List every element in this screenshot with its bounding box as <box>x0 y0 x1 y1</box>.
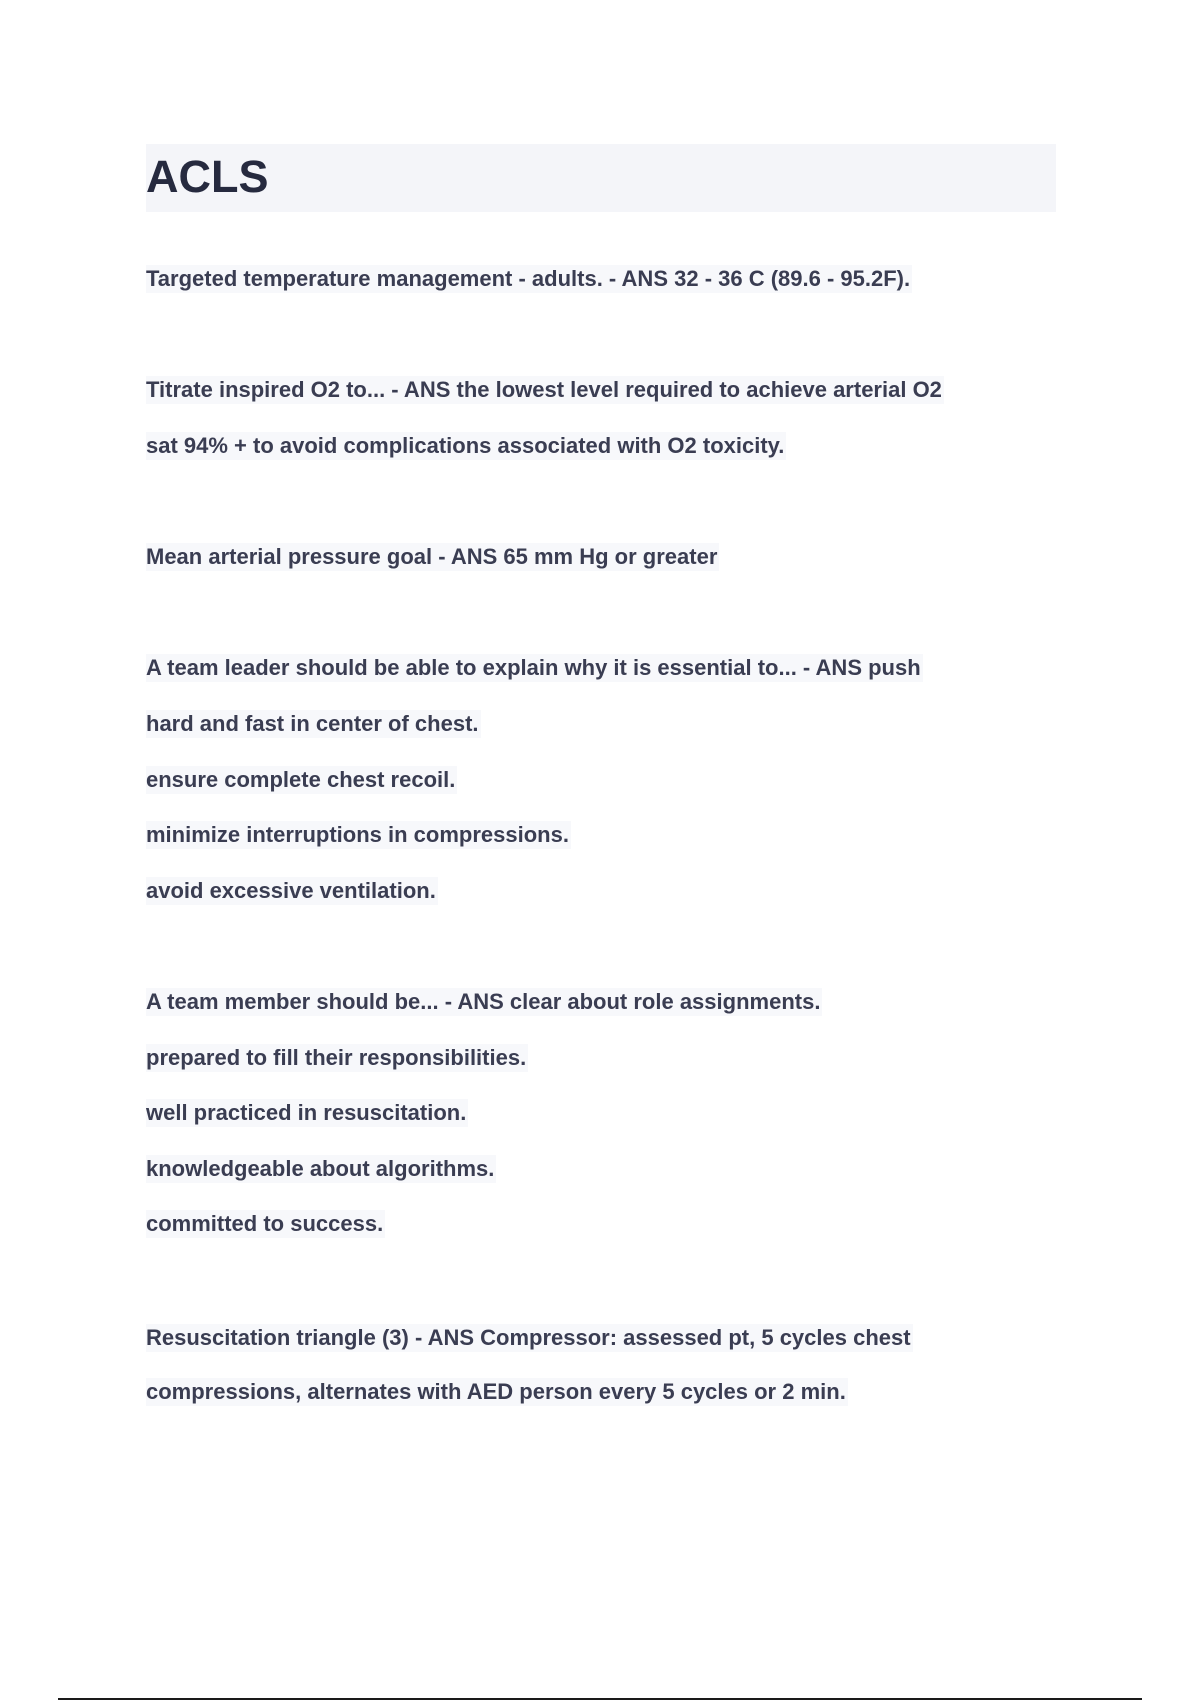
qa-team-leader-line-5: avoid excessive ventilation. <box>146 878 436 903</box>
qa-team-leader-line-1: A team leader should be able to explain why it is essential to... - ANS push <box>146 655 921 680</box>
qa-oxygen-line-1: Titrate inspired O2 to... - ANS the lowest level required to achieve arterial O2 <box>146 377 942 402</box>
qa-temperature-line: Targeted temperature management - adults. - ANS 32 - 36 C (89.6 - 95.2F). <box>146 266 911 291</box>
qa-team-member-line-2: prepared to fill their responsibilities. <box>146 1045 527 1070</box>
title-band <box>146 144 1056 212</box>
qa-oxygen-line-2: sat 94% + to avoid complications associated with O2 toxicity. <box>146 433 785 458</box>
qa-team-member-line-1: A team member should be... - ANS clear about role assignments. <box>146 989 821 1014</box>
qa-resuscitation-line-2: compressions, alternates with AED person every 5 cycles or 2 min. <box>146 1379 846 1404</box>
qa-team-leader-line-3: ensure complete chest recoil. <box>146 767 456 792</box>
qa-team-leader-line-4: minimize interruptions in compressions. <box>146 822 569 847</box>
qa-team-member-line-4: knowledgeable about algorithms. <box>146 1156 495 1181</box>
document-title: ACLS <box>146 151 269 202</box>
qa-resuscitation-line-1: Resuscitation triangle (3) - ANS Compressor: assessed pt, 5 cycles chest <box>146 1325 911 1350</box>
qa-team-member-line-3: well practiced in resuscitation. <box>146 1100 467 1125</box>
qa-map-line: Mean arterial pressure goal - ANS 65 mm Hg or greater <box>146 544 718 569</box>
qa-team-leader-line-2: hard and fast in center of chest. <box>146 711 479 736</box>
qa-team-member-line-5: committed to success. <box>146 1211 384 1236</box>
